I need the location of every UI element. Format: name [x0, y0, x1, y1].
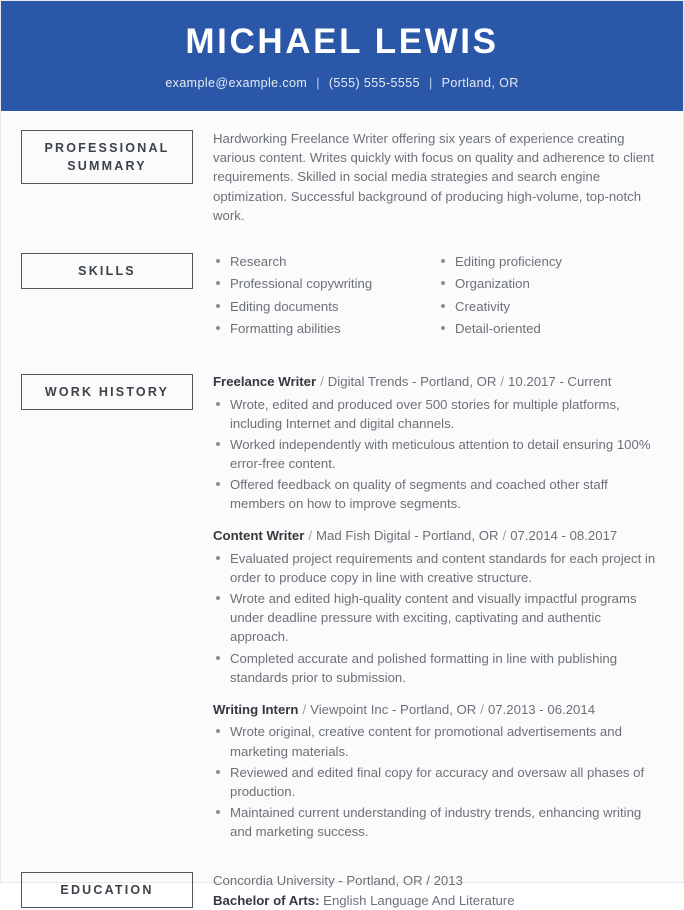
list-item: Wrote and edited high-quality content and visually impactful programs under deadline pressure with exciting, captivating and authentic approach.: [213, 589, 663, 646]
skills-columns: [213, 252, 663, 343]
page-title: MICHAEL LEWIS: [21, 23, 663, 62]
skills-column-right: [438, 252, 663, 343]
list-item: Research: [213, 252, 438, 271]
job-separator: /: [298, 702, 310, 717]
list-item: Detail-oriented: [438, 319, 663, 338]
list-item: Wrote, edited and produced over 500 stories for multiple platforms, including Internet and digital channels.: [213, 395, 663, 433]
section-work-history: [21, 372, 663, 843]
list-item: Organization: [438, 274, 663, 293]
section-label-skills: SKILLS: [21, 253, 193, 289]
list-item: Maintained current understanding of industry trends, enhancing writing and marketing success.: [213, 803, 663, 841]
education-degree-line: [213, 891, 663, 910]
education-body-column: [213, 870, 663, 910]
summary-label-line-1: PROFESSIONAL: [26, 139, 188, 157]
list-item: Completed accurate and polished formatting in line with publishing standards prior to submission.: [213, 649, 663, 687]
job-bullet-list: [213, 549, 663, 687]
summary-body-column: [213, 128, 663, 226]
education-degree-field: English Language And Literature: [323, 893, 514, 908]
job-bullet-list: [213, 722, 663, 841]
job-separator: /: [476, 702, 488, 717]
skills-label-column: [21, 251, 213, 289]
summary-text: Hardworking Freelance Writer offering six years of experience creating various content. Writes quickly with focus on quality and adherence to client requirements. Skilled in social media strategies and search engine optimization. Successful background of producing high-volume, top-notch work.: [213, 129, 663, 226]
list-item: Wrote original, creative content for promotional advertisements and marketing materials.: [213, 722, 663, 760]
skills-list-right: [438, 252, 663, 339]
contact-phone: (555) 555-5555: [329, 76, 420, 91]
job-separator: /: [316, 374, 328, 389]
section-label-work-history: WORK HISTORY: [21, 374, 193, 410]
summary-label-column: [21, 128, 213, 184]
list-item: Editing documents: [213, 297, 438, 316]
job-dates: 07.2013 - 06.2014: [488, 702, 595, 717]
contact-separator-2: |: [429, 76, 433, 91]
section-education: [21, 870, 663, 910]
job-separator: /: [499, 528, 511, 543]
contact-location: Portland, OR: [442, 76, 519, 91]
work-history-label-column: [21, 372, 213, 410]
section-label-professional-summary: [21, 130, 193, 184]
contact-email: example@example.com: [165, 76, 307, 91]
job-company: Viewpoint Inc - Portland, OR: [310, 702, 476, 717]
list-item: Reviewed and edited final copy for accuracy and oversaw all phases of production.: [213, 763, 663, 801]
education-label-column: [21, 870, 213, 908]
job-heading: [213, 701, 663, 719]
job-dates: 07.2014 - 08.2017: [510, 528, 617, 543]
skills-list-left: [213, 252, 438, 339]
section-professional-summary: [21, 128, 663, 226]
section-skills: [21, 251, 663, 343]
job-heading: [213, 527, 663, 545]
job-entry: [213, 527, 663, 686]
resume-header: [1, 1, 683, 111]
education-school-line: Concordia University - Portland, OR / 2013: [213, 871, 663, 890]
education-degree-label: Bachelor of Arts:: [213, 893, 320, 908]
job-separator: /: [304, 528, 316, 543]
skills-body-column: [213, 251, 663, 343]
job-entry: [213, 373, 663, 513]
job-company: Mad Fish Digital - Portland, OR: [316, 528, 499, 543]
job-dates: 10.2017 - Current: [508, 374, 611, 389]
contact-info: [21, 76, 663, 91]
job-entry: [213, 701, 663, 841]
job-title: Writing Intern: [213, 702, 298, 717]
list-item: Creativity: [438, 297, 663, 316]
resume-body: [1, 128, 683, 910]
section-label-education: EDUCATION: [21, 872, 193, 908]
job-title: Freelance Writer: [213, 374, 316, 389]
job-company: Digital Trends - Portland, OR: [328, 374, 497, 389]
list-item: Professional copywriting: [213, 274, 438, 293]
work-history-body-column: [213, 372, 663, 843]
job-separator: /: [496, 374, 508, 389]
skills-column-left: [213, 252, 438, 343]
list-item: Formatting abilities: [213, 319, 438, 338]
job-title: Content Writer: [213, 528, 304, 543]
job-bullet-list: [213, 395, 663, 514]
contact-separator-1: |: [316, 76, 320, 91]
list-item: Evaluated project requirements and content standards for each project in order to produce copy in line with creative structure.: [213, 549, 663, 587]
list-item: Offered feedback on quality of segments and coached other staff members on how to improve segments.: [213, 475, 663, 513]
job-heading: [213, 373, 663, 391]
list-item: Editing proficiency: [438, 252, 663, 271]
list-item: Worked independently with meticulous attention to detail ensuring 100% error-free content.: [213, 435, 663, 473]
summary-label-line-2: SUMMARY: [26, 157, 188, 175]
